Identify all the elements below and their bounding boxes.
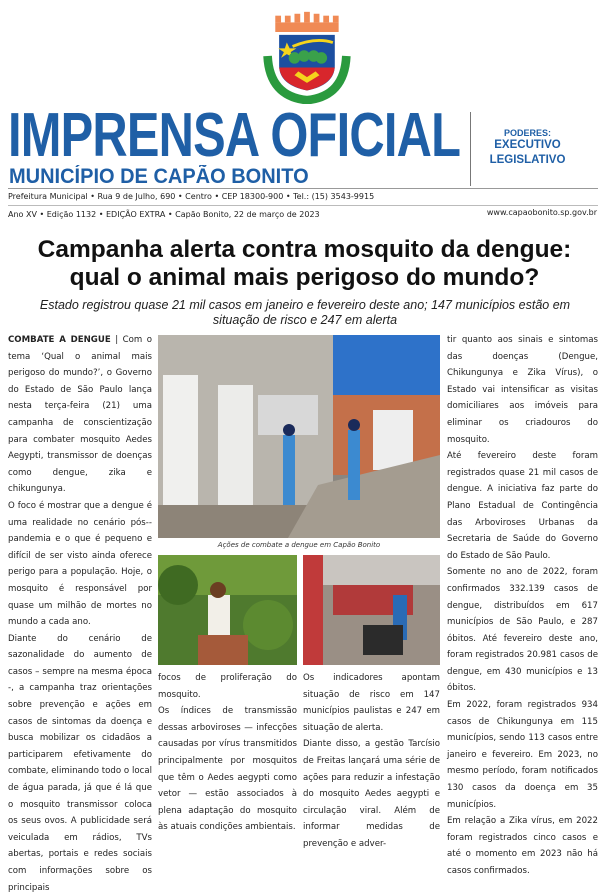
article-column-3 xyxy=(303,670,440,853)
lead-kicker: COMBATE A DENGUE xyxy=(8,335,111,345)
powers-label: PODERES: xyxy=(503,128,551,138)
paragraph xyxy=(8,332,152,498)
article-subhead: Estado registrou quase 21 mil casos em janeiro e fevereiro deste ano; 147 municípios estão em situação de risco e 247 em alerta xyxy=(39,298,571,327)
article-headline xyxy=(0,236,609,292)
paragraph: Os indicadores apontam situação de risco em 147 municípios paulistas e 247 em situação de alerta. xyxy=(303,673,440,733)
city-coat-of-arms-logo xyxy=(258,8,354,104)
article-column-4 xyxy=(447,332,598,880)
municipality-name: MUNICÍPIO DE CAPÃO BONITO xyxy=(9,165,309,188)
publication-title: IMPRENSA OFICIAL xyxy=(8,101,461,170)
paragraph: Em 2022, foram registrados 934 casos de Chikungunya em 115 municípios, sendo 113 casos entre janeiro e fevereiro. Em 2023, no mesmo período, foram notificados 130 casos da doença em 35 municípios. xyxy=(447,700,598,810)
powers-box xyxy=(480,128,575,168)
photo-inspection-garden xyxy=(158,555,297,665)
headline-line-1: Campanha alerta contra mosquito da dengue: xyxy=(37,236,572,263)
photo-caption: Ações de combate a dengue em Capão Bonito xyxy=(217,541,381,549)
main-photo-dengue-agents xyxy=(158,335,440,538)
paragraph: Somente no ano de 2022, foram confirmados 332.139 casos de dengue, distribuídos em 617 municípios de São Paulo, e 287 óbitos. Até fevereiro deste ano, foram registrados 20.981 casos de dengue, em 430 municípios e 13 óbitos. xyxy=(447,567,598,694)
paragraph: Diante do cenário de sazonalidade do aumento de casos – sempre na mesma época -, a campanha traz orientações sobre prevenção e ações em casos de sintomas da doença e busca mobilizar os cidadãos a participarem efetivamente do combate, eliminando todo o local de água parada, já que é lá que o mosquito transmissor coloca os seus ovos. A publicidade será veiculada em rádios, TVs abertas, portais e redes sociais com informações sobre os principais xyxy=(8,633,152,893)
headline-line-2: qual o animal mais perigoso do mundo? xyxy=(69,264,540,291)
paragraph: focos de proliferação do mosquito. xyxy=(158,673,297,700)
paragraph: Diante disso, a gestão Tarcísio de Freitas lançará uma série de ações para reduzir a infestação do mosquito Aedes aegypti e circulação viral. Além de informar medidas de prevenção e adver- xyxy=(303,739,440,849)
paragraph: Em relação a Zika vírus, em 2022 foram registrados cinco casos e até o momento em 2023 não há casos confirmados. xyxy=(447,816,598,876)
power-executive: EXECUTIVO xyxy=(494,139,561,151)
header-rule xyxy=(8,188,598,189)
photo-debris-removal xyxy=(303,555,440,665)
article-column-1 xyxy=(8,332,152,896)
address-line: Prefeitura Municipal • Rua 9 de Julho, 690 • Centro • CEP 18300-900 • Tel.: (15) 3543-9915 xyxy=(8,192,375,201)
paragraph: Os índices de transmissão dessas arboviroses — infecções causadas por vírus transmitidos principalmente por mosquitos que têm o Aedes aegypti como vetor — estão associados à plena adaptação do mosquito às atuais condições ambientais. xyxy=(158,706,297,833)
article-column-2 xyxy=(158,670,297,836)
paragraph: O foco é mostrar que a dengue é uma realidade no cenário pós--pandemia e o que é pequeno e difícil de ser visto ainda oferece perigo para a população. Hoje, o mosquito é responsável por quase um milhão de mortes no mundo a cada ano. xyxy=(8,500,152,628)
header-divider xyxy=(470,112,471,186)
power-legislative: LEGISLATIVO xyxy=(489,154,566,166)
paragraph-text: | Com o tema ‘Qual o animal mais perigoso do mundo?’, o Governo do Estado de São Paulo lança nesta terça-feira (21) uma campanha de conscientização para combater mosquito Aedes Aegypti, transmissor de doenças como dengue, zika e chikungunya. xyxy=(8,335,153,495)
paragraph: Até fevereiro deste foram registrados quase 21 mil casos de dengue. A iniciativa faz parte do Plano Estadual de Contingência das Arboviroses Urbanas da Secretaria de Saúde do Governo do Estado de São Paulo. xyxy=(447,451,598,561)
meta-rule xyxy=(8,205,598,206)
edition-line: Ano XV • Edição 1132 • EDIÇÃO EXTRA • Capão Bonito, 22 de março de 2023 xyxy=(8,210,320,219)
website-link[interactable]: www.capaobonito.sp.gov.br xyxy=(486,208,597,217)
paragraph: tir quanto aos sinais e sintomas das doenças (Dengue, Chikungunya e Zika Vírus), o Estado vai intensificar as visitas domiciliares aos imóveis para eliminar os criadouros do mosquito. xyxy=(447,335,598,445)
